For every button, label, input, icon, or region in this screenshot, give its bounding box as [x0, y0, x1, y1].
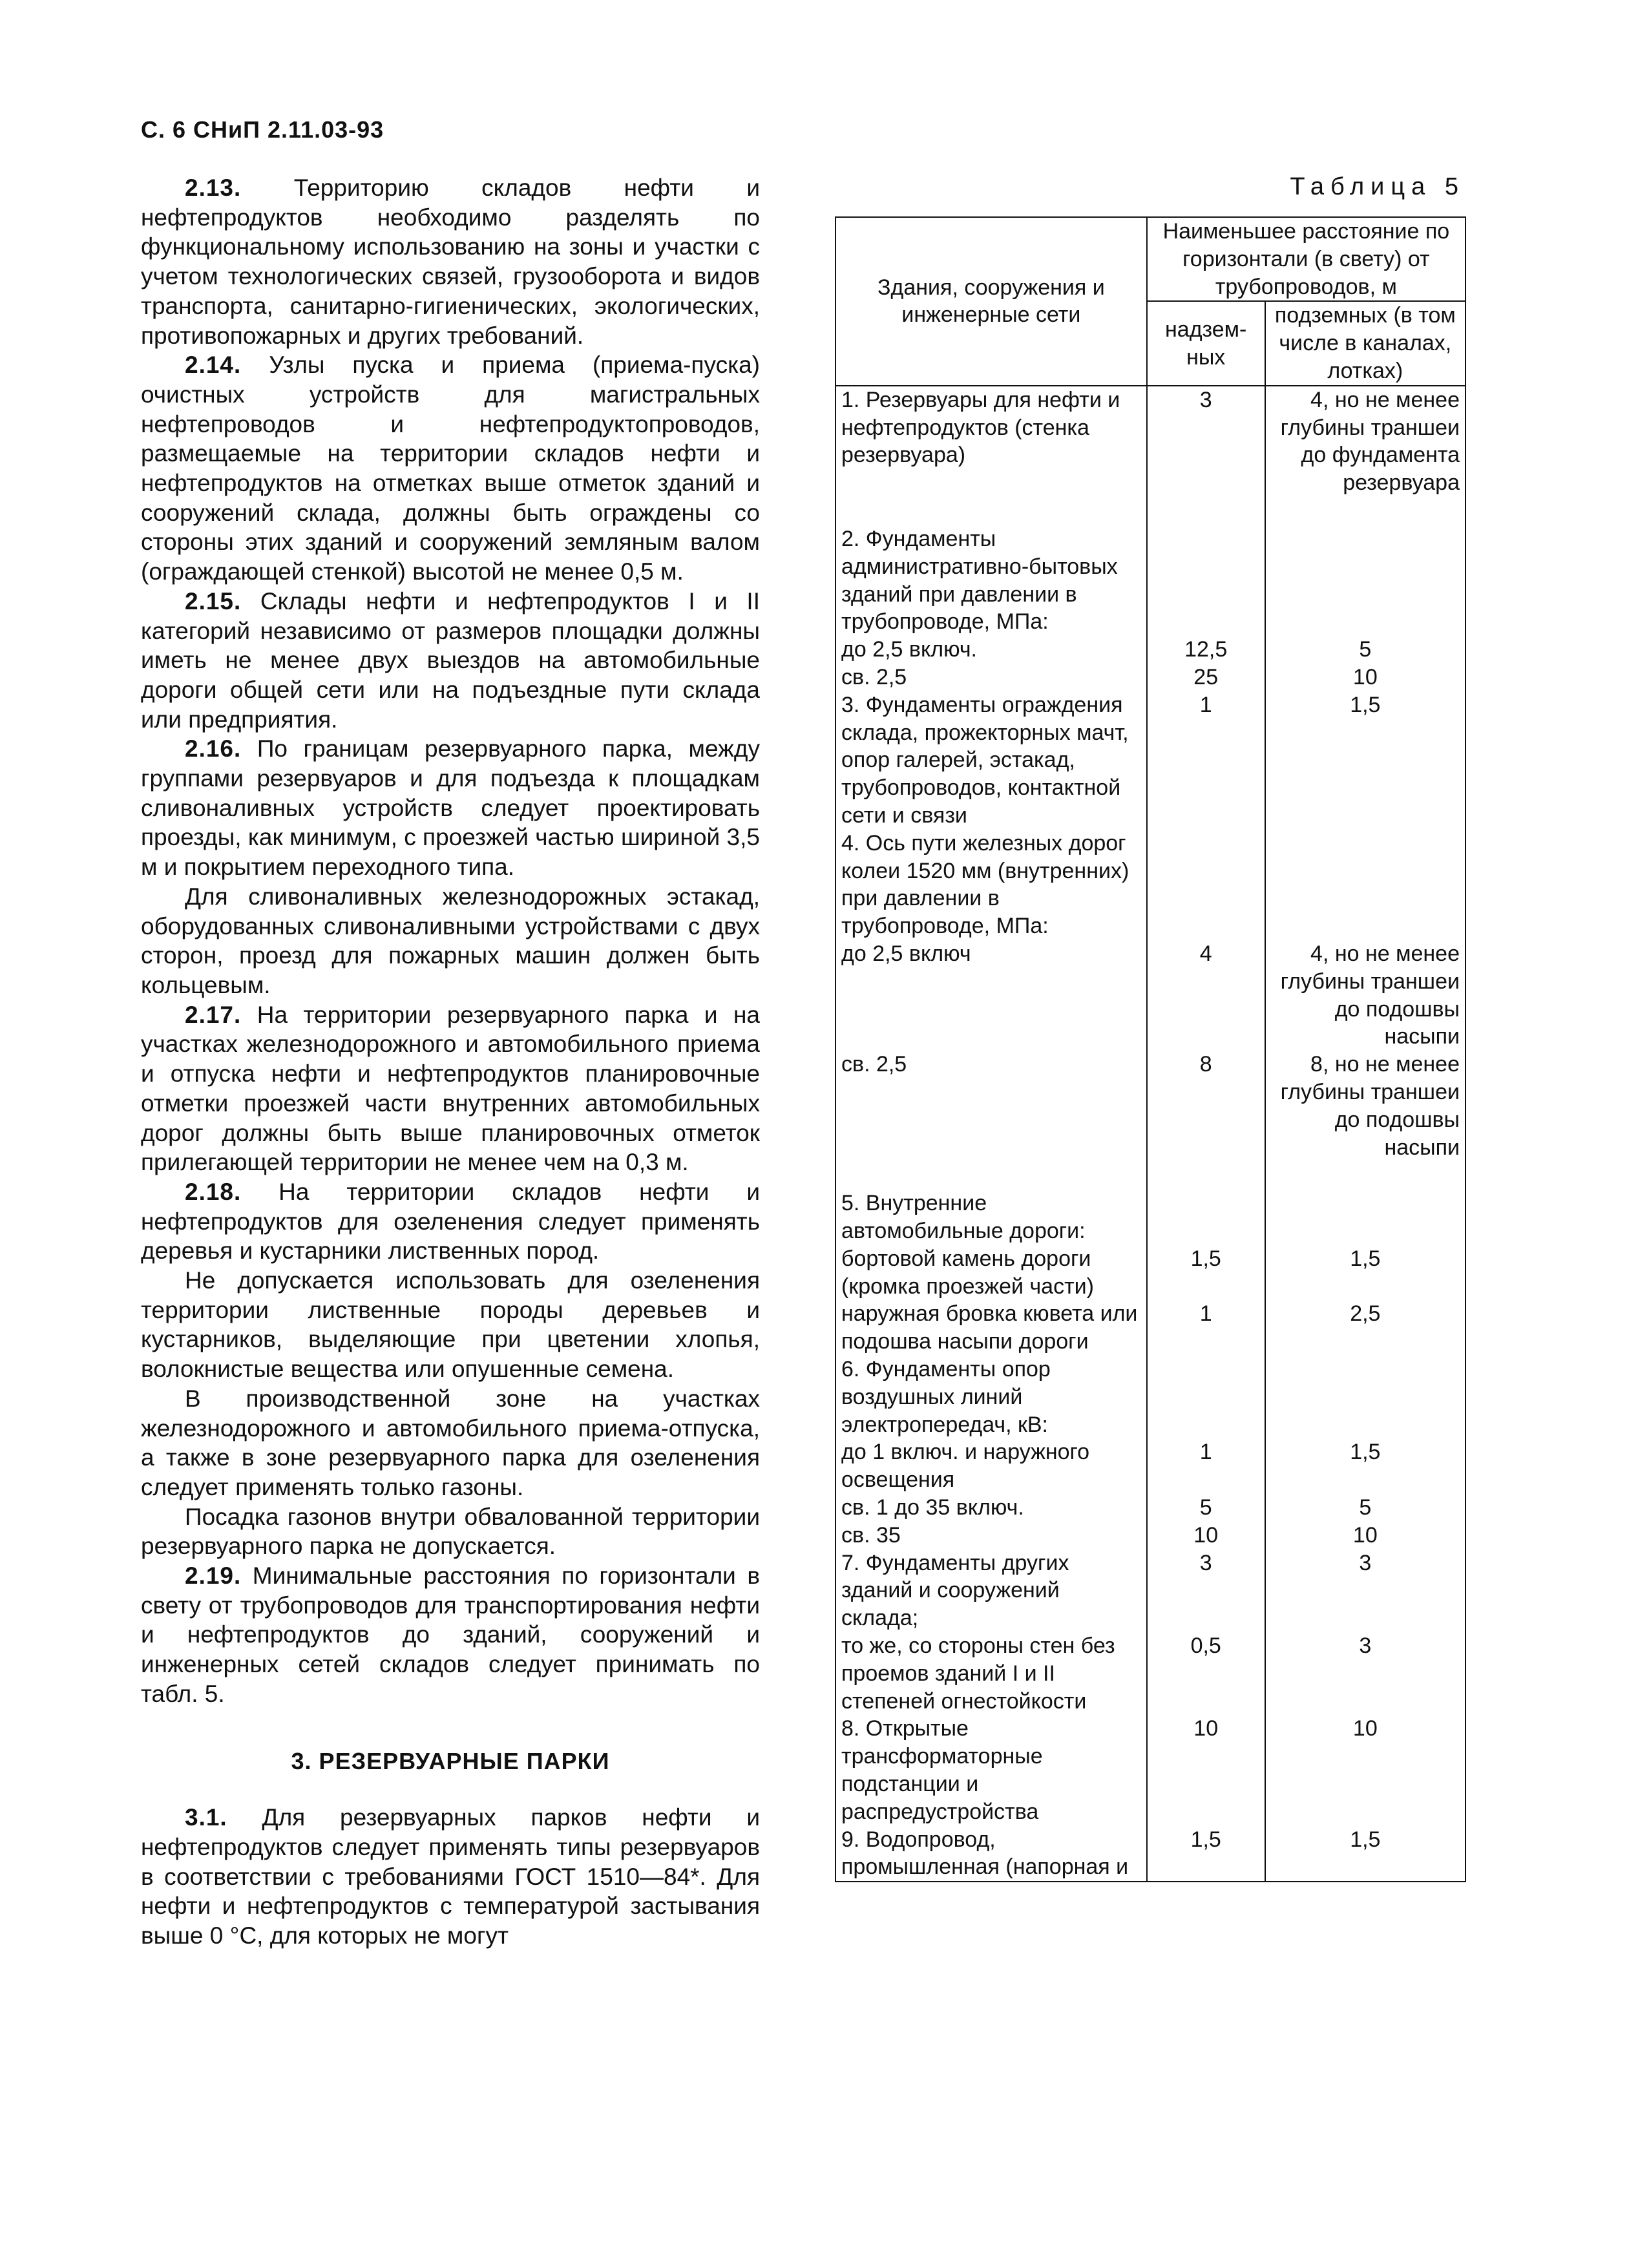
header-distance-group: Наименьшее расстояние по горизонтали (в свету) от трубопроводов, м — [1147, 217, 1465, 301]
table-cell — [1265, 1161, 1465, 1190]
clause-number: 2.18. — [185, 1178, 242, 1205]
cell-above-ground: 1 — [1147, 1300, 1265, 1356]
table-row — [835, 1356, 1465, 1438]
paragraph — [141, 1177, 760, 1266]
table-body — [835, 386, 1465, 1882]
paragraph-text: Минимальные расстояния по горизонтали в свету от трубопроводов для транспортирования нефти и нефтепродуктов до зданий, сооружений и инженерных сетей складов следует принимать по табл. 5. — [141, 1562, 760, 1707]
table-row — [835, 1300, 1465, 1356]
cell-name: 9. Водопровод, промышленная (напорная и — [835, 1826, 1147, 1882]
clause-number: 2.19. — [185, 1562, 242, 1590]
clause-number: 2.16. — [185, 735, 242, 762]
cell-above-ground: 1,5 — [1147, 1245, 1265, 1301]
cell-above-ground — [1147, 830, 1265, 940]
cell-above-ground: 0,5 — [1147, 1632, 1265, 1715]
table-cell — [835, 1161, 1147, 1190]
paragraph — [141, 882, 760, 1000]
paragraph — [141, 1000, 760, 1177]
cell-underground: 1,5 — [1265, 1245, 1465, 1301]
header-underground: подземных (в том числе в каналах, лотках) — [1265, 301, 1465, 385]
cell-above-ground: 10 — [1147, 1715, 1265, 1825]
table-row — [835, 1632, 1465, 1715]
paragraph-text: На территории резервуарного парка и на участках железнодорожного и автомобильного приема и отпуска нефти и нефтепродуктов планировочные отметки проезжей части внутренних автомобильных дорог должны быть выше планировочных отметок прилегающей территории не менее чем на 0,3 м. — [141, 1001, 760, 1176]
cell-underground — [1265, 1356, 1465, 1438]
cell-above-ground — [1147, 1356, 1265, 1438]
cell-underground: 10 — [1265, 1522, 1465, 1549]
table-row — [835, 664, 1465, 691]
cell-above-ground: 1 — [1147, 691, 1265, 830]
paragraph — [141, 1561, 760, 1709]
table-row — [835, 1494, 1465, 1522]
cell-name: 1. Резервуары для нефти и нефтепродуктов (стенка резервуара) — [835, 386, 1147, 497]
cell-name: 5. Внутренние автомобильные дороги: — [835, 1190, 1147, 1245]
table-cell — [1265, 497, 1465, 525]
table-row — [835, 1715, 1465, 1825]
table-row — [835, 1826, 1465, 1882]
cell-above-ground: 3 — [1147, 386, 1265, 497]
cell-above-ground — [1147, 1190, 1265, 1245]
paragraph-text: Не допускается использовать для озеленения территории лиственные породы деревьев и кустарников, выделяющие при цветении хлопья, волокнистые вещества или опушенные семена. — [141, 1267, 760, 1383]
table-row — [835, 940, 1465, 1051]
table-row — [835, 1245, 1465, 1301]
paragraph — [141, 587, 760, 735]
cell-underground: 4, но не менее глубины траншеи до фундамента резервуара — [1265, 386, 1465, 497]
cell-underground: 1,5 — [1265, 1826, 1465, 1882]
paragraph-text: Склады нефти и нефтепродуктов I и II категорий независимо от размеров площадки должны иметь не менее двух выездов на автомобильные дороги общей сети или на подъездные пути склада или предприятия. — [141, 587, 760, 733]
clause-number: 2.17. — [185, 1001, 242, 1028]
distance-table — [835, 216, 1466, 1882]
table-row — [835, 386, 1465, 497]
paragraph-text: Узлы пуска и приема (приема-пуска) очистных устройств для магистральных нефтепроводов и нефтепродуктопроводов, размещаемые на территории складов нефти и нефтепродуктов на отметках выше отметок зданий и сооружений склада, должны быть ограждены со стороны этих зданий и сооружений земляным валом (ограждающей стенкой) высотой не менее 0,5 м. — [141, 352, 760, 585]
cell-underground: 10 — [1265, 664, 1465, 691]
table-cell — [1147, 497, 1265, 525]
cell-name: 3. Фундаменты ограждения склада, прожекторных мачт, опор галерей, эстакад, трубопроводов, контактной сети и связи — [835, 691, 1147, 830]
paragraph — [141, 1384, 760, 1502]
table-row — [835, 525, 1465, 636]
cell-underground — [1265, 830, 1465, 940]
cell-underground — [1265, 1190, 1465, 1245]
cell-name: 4. Ось пути железных дорог колеи 1520 мм (внутренних) при давлении в трубопроводе, МПа: — [835, 830, 1147, 940]
cell-name: до 1 включ. и наружного освещения — [835, 1438, 1147, 1494]
cell-name: до 2,5 включ — [835, 940, 1147, 1051]
cell-above-ground: 12,5 — [1147, 636, 1265, 664]
table-row — [835, 1522, 1465, 1549]
paragraph — [141, 1803, 760, 1951]
cell-name: св. 35 — [835, 1522, 1147, 1549]
cell-underground: 3 — [1265, 1549, 1465, 1632]
cell-underground: 10 — [1265, 1715, 1465, 1825]
paragraph — [141, 350, 760, 587]
cell-above-ground: 5 — [1147, 1494, 1265, 1522]
cell-above-ground: 1 — [1147, 1438, 1265, 1494]
cell-name: бортовой камень дороги (кромка проезжей части) — [835, 1245, 1147, 1301]
table-row — [835, 830, 1465, 940]
cell-above-ground: 8 — [1147, 1051, 1265, 1161]
table-cell — [835, 497, 1147, 525]
table-row — [835, 636, 1465, 664]
paragraph — [141, 1266, 760, 1384]
cell-name: св. 2,5 — [835, 664, 1147, 691]
table-row — [835, 1438, 1465, 1494]
cell-underground: 1,5 — [1265, 691, 1465, 830]
paragraph-text: Территорию складов нефти и нефтепродуктов необходимо разделять по функциональному использованию на зоны и участки с учетом технологических связей, грузооборота и видов транспорта, санитарно-гигиенических, экологических, противопожарных и других требований. — [141, 174, 760, 349]
paragraphs-before — [141, 173, 760, 1709]
cell-name: св. 2,5 — [835, 1051, 1147, 1161]
paragraph — [141, 734, 760, 882]
cell-name: 7. Фундаменты других зданий и сооружений склада; — [835, 1549, 1147, 1632]
table-caption: Таблица 5 — [1290, 173, 1465, 200]
cell-above-ground: 1,5 — [1147, 1826, 1265, 1882]
cell-underground — [1265, 525, 1465, 636]
clause-number: 2.13. — [185, 174, 242, 201]
cell-name: св. 1 до 35 включ. — [835, 1494, 1147, 1522]
paragraph-text: В производственной зоне на участках железнодорожного и автомобильного приема-отпуска, а также в зоне резервуарного парка для озеленения следует применять только газоны. — [141, 1385, 760, 1500]
cell-name: то же, со стороны стен без проемов зданий I и II степеней огнестойкости — [835, 1632, 1147, 1715]
table-row — [835, 1161, 1465, 1190]
cell-name: 8. Открытые трансформаторные подстанции и распредустройства — [835, 1715, 1147, 1825]
paragraph-text: По границам резервуарного парка, между группами резервуаров и для подъезда к площадкам сливоналивных устройств следует проектировать проезды, как минимум, с проезжей частью шириной 3,5 м и покрытием переходного типа. — [141, 735, 760, 881]
header-buildings: Здания, сооружения и инженерные сети — [835, 217, 1147, 386]
table-row — [835, 1190, 1465, 1245]
cell-underground: 5 — [1265, 636, 1465, 664]
cell-name: до 2,5 включ. — [835, 636, 1147, 664]
paragraph — [141, 1502, 760, 1561]
cell-above-ground: 25 — [1147, 664, 1265, 691]
section-title: 3. РЕЗЕРВУАРНЫЕ ПАРКИ — [291, 1747, 610, 1774]
cell-name: наружная бровка кювета или подошва насыпи дороги — [835, 1300, 1147, 1356]
body-text — [141, 173, 760, 1951]
cell-above-ground: 4 — [1147, 940, 1265, 1051]
paragraph-text: Посадка газонов внутри обвалованной территории резервуарного парка не допускается. — [141, 1503, 760, 1560]
clause-number: 3.1. — [185, 1804, 227, 1831]
cell-underground: 8, но не менее глубины траншеи до подошвы насыпи — [1265, 1051, 1465, 1161]
clause-number: 2.14. — [185, 352, 242, 379]
table-row — [835, 1051, 1465, 1161]
cell-name: 6. Фундаменты опор воздушных линий электропередач, кВ: — [835, 1356, 1147, 1438]
cell-above-ground: 3 — [1147, 1549, 1265, 1632]
table-cell — [1147, 1161, 1265, 1190]
table-row — [835, 691, 1465, 830]
table-row — [835, 497, 1465, 525]
page-header: С. 6 СНиП 2.11.03-93 — [141, 116, 384, 143]
paragraph — [141, 173, 760, 350]
header-above-ground: надзем-ных — [1147, 301, 1265, 385]
paragraphs-after — [141, 1803, 760, 1951]
clause-number: 2.15. — [185, 587, 242, 614]
cell-above-ground: 10 — [1147, 1522, 1265, 1549]
paragraph-text: На территории складов нефти и нефтепродуктов для озеленения следует применять деревья и кустарники лиственных пород. — [141, 1178, 760, 1265]
cell-name: 2. Фундаменты административно-бытовых зданий при давлении в трубопроводе, МПа: — [835, 525, 1147, 636]
paragraph-text: Для резервуарных парков нефти и нефтепродуктов следует применять типы резервуаров в соответствии с требованиями ГОСТ 1510—84*. Для нефти и нефтепродуктов с температурой застывания выше 0 °С, для которых не могут — [141, 1804, 760, 1949]
cell-underground: 4, но не менее глубины траншеи до подошвы насыпи — [1265, 940, 1465, 1051]
paragraph-text: Для сливоналивных железнодорожных эстакад, оборудованных сливоналивными устройствами с двух сторон, проезд для пожарных машин должен быть кольцевым. — [141, 883, 760, 998]
cell-underground: 3 — [1265, 1632, 1465, 1715]
cell-underground: 5 — [1265, 1494, 1465, 1522]
cell-underground: 2,5 — [1265, 1300, 1465, 1356]
table-row — [835, 1549, 1465, 1632]
cell-underground: 1,5 — [1265, 1438, 1465, 1494]
cell-above-ground — [1147, 525, 1265, 636]
